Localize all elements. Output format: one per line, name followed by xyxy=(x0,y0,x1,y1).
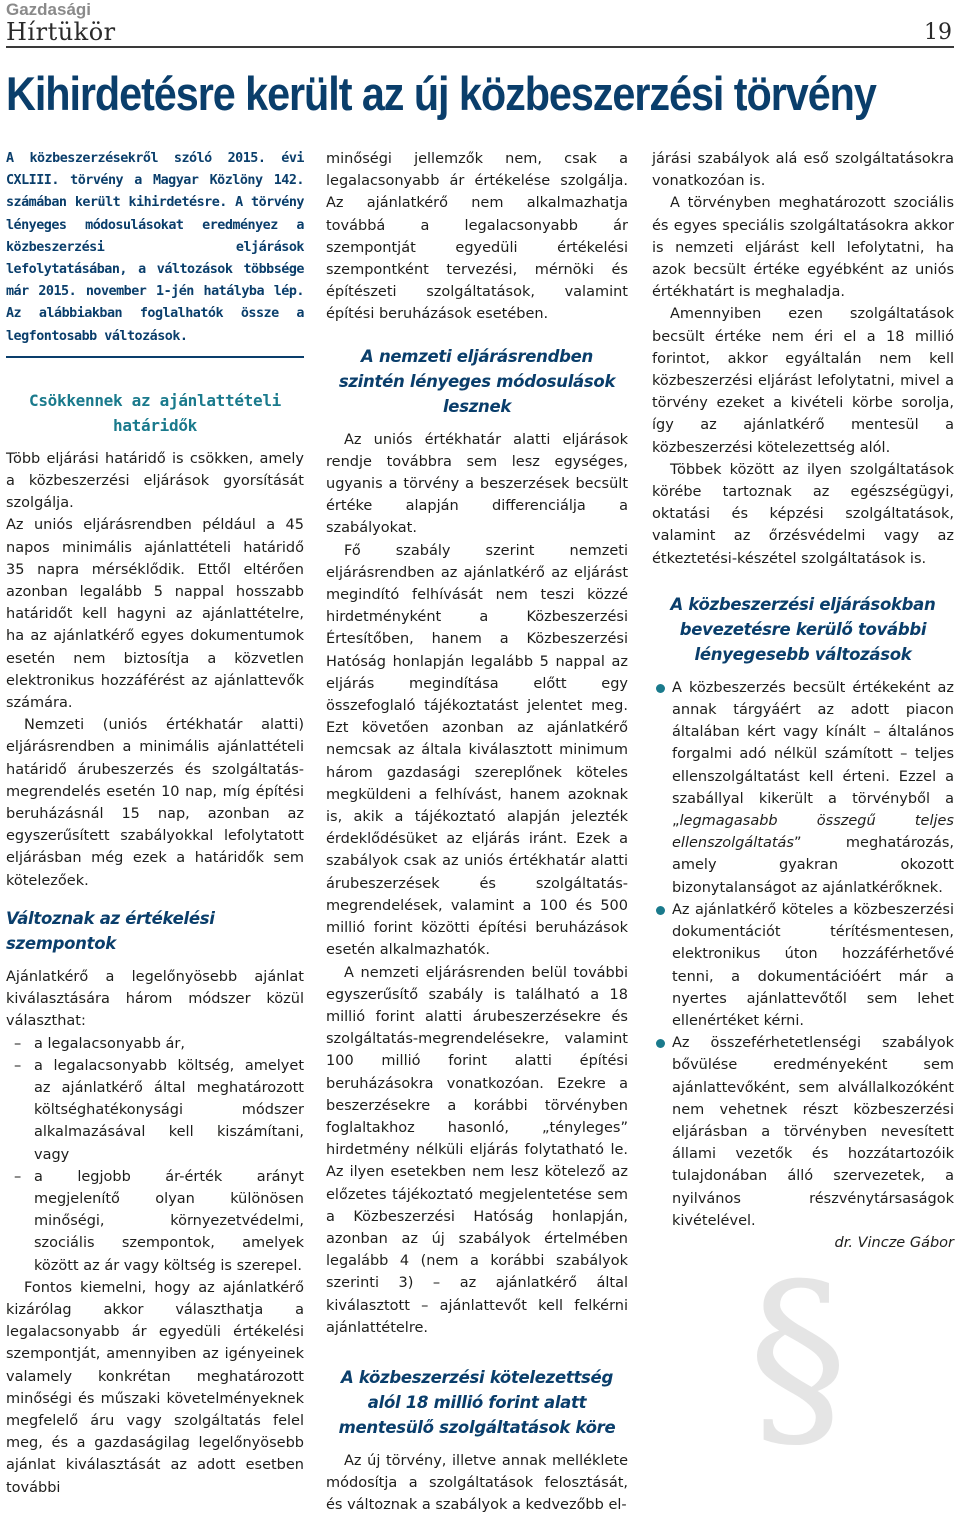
list-item: Az ajánlatkérő köteles a közbeszerzési dokumentációt térítésmentesen, elektronikus úton hozzáférhetővé tenni, a dokumentációért már a nyertes ajánlattevőtől sem lehet ellenértéket kérni. xyxy=(672,899,954,1032)
paragraph: Az uniós eljárásrendben például a 45 napos minimális ajánlattételi határidő 35 napra mérséklődik. Ettől eltérően azonban legalább 5 nappal hosszabb határidőt kell hagyni az ajánlattételre, ha az ajánlatkérő egyes dokumentumok esetén nem biztosítja a közvetlen elektronikus hozzáférést az ajánlattevők számára. xyxy=(6,517,304,712)
header-rule xyxy=(6,46,954,48)
paragraph: A nemzeti eljárásrenden belül további egyszerűsítő szabály is található a 18 millió forint alatti árubeszerzésekre és szolgáltatás-megrendelésekre, valamint 100 millió forint alatti építési beruházásokra vonatkozóan. Ezekre a beszerzésekre a korábbi törvényben foglaltakhoz hasonló, „tényleges” hirdetmény nélküli eljárás folytatható le. Az ilyen esetekben nem lesz kötelező az előzetes tájékoztató megjelentetése sem a Közbeszerzési Hatóság honlapján, azonban az új szabályok értelmében legalább 4 (nem a korábbi szabályok szerinti 3) – az ajánlatkérő által kiválasztott – ajánlattevőt kell felkérni ajánlattételre. xyxy=(326,964,628,1336)
paragraph: Ajánlatkérő a legelőnyösebb ajánlat kiválasztására három módszer közül választhat: xyxy=(6,968,304,1030)
list-item-text: A közbeszerzés becsült értékeként az annak tárgyáért az adott piacon általában kért vagy kínált – általános forgalmi adó nélkül számított – teljes ellenszolgáltatást kell érteni. Ezzel a szabállyal kikerült a törvényből a „ xyxy=(672,679,954,830)
list-item-text: ” meghatározás, amely gyakran okozott bizonytalanságot az ajánlatkérőknek. xyxy=(672,835,954,896)
list-item: – a legalacsonyabb ár, xyxy=(34,1033,304,1055)
page-number: 19 xyxy=(924,20,952,45)
subheading-national: A nemzeti eljárásrendben szintén lényeges módosulások lesznek xyxy=(338,346,616,416)
paragraph: Az uniós értékhatár alatti eljárások rendje továbbra sem lesz egységes, ugyanis a törvény a beszerzések becsült értéke alapján differenciálja a szabályokat. xyxy=(326,431,628,537)
column-2 xyxy=(326,148,628,1517)
section-sign-watermark: § xyxy=(748,1241,848,1474)
subheading-evaluation: Változnak az értékelési szempontok xyxy=(6,908,215,953)
dash-list xyxy=(6,1033,304,1277)
list-item-emphasis: legmagasabb összegű teljes ellenszolgáltatás xyxy=(672,813,954,852)
bullet-list xyxy=(652,677,954,1232)
lead-rule xyxy=(6,356,304,358)
paragraph: Többek között az ilyen szolgáltatások körébe tartoznak az egészségügyi, oktatási és képzési szolgáltatások, valamint az őrzésvédelmi vagy az étkeztetési-készétel szolgáltatások is. xyxy=(652,461,954,567)
list-item xyxy=(672,677,954,899)
paragraph: Több eljárási határidő is csökken, amely a közbeszerzési eljárások gyorsítását szolgálja. xyxy=(6,450,304,512)
list-item: Az összeférhetetlenségi szabályok bővülése eredményeként sem ajánlattevőként, sem alvállalkozóként nem vehetnek részt közbeszerzési eljárásban a törvényben nevesített állami vezetők és hozzátartozóik tulajdonában álló szervezetek, a nyilvános részvénytársaságok kivételével. xyxy=(672,1032,954,1232)
column-1 xyxy=(6,148,304,1499)
paragraph: Fő szabály szerint nemzeti eljárásrendben az ajánlatkérő az eljárást megindító felhívását nem teszi közzé hirdetményként a Közbeszerzési Értesítőben, hanem a Közbeszerzési Hatóság honlapján legalább 5 nappal az eljárás megindítása előtt egy összefoglaló tájékoztatást jelentet meg. Ezt követően azonban az ajánlatkérő nemcsak az általa kiválasztott minimum három gazdasági szereplőnek köteles megküldeni a felhívást, hanem azoknak is, akik a tájékoztató alapján jelezték érdeklődésüket az eljárás iránt. Ezek a szabályok csak az uniós értékhatár alatti árubeszerzések és szolgáltatás-megrendelések, valamint a 100 és 500 millió forint közötti építési beruházások esetén alkalmazhatók. xyxy=(326,542,628,959)
paragraph: Amennyiben ezen szolgáltatások becsült értéke nem éri el a 18 millió forintot, akkor egyáltalán nem kell közbeszerzési eljárást lefolytatni, mivel a törvény ezeket a kivételi körbe sorolja, így az ajánlatkérő mentesül a közbeszerzési kötelezettség alól. xyxy=(652,306,954,456)
paragraph: A törvényben meghatározott szociális és egyes speciális szolgáltatásokra akkor is nemzeti eljárást kell lefolytatni, ha azok becsült értéke egyébként az uniós értékhatárt is meghaladja. xyxy=(652,195,954,301)
subheading-further-changes: A közbeszerzési eljárásokban bevezetésre kerülő további lényegesebb változások xyxy=(670,594,936,664)
author-signature: dr. Vincze Gábor xyxy=(834,1234,954,1251)
list-item: – a legalacsonyabb költség, amelyet az ajánlatkérő által meghatározott költséghatékonysági módszer alkalmazásával kell kiszámítani, vagy xyxy=(34,1055,304,1166)
page-header xyxy=(6,0,954,48)
column-3 xyxy=(652,148,954,1254)
lead-paragraph: A közbeszerzésekről szóló 2015. évi CXLIII. törvény a Magyar Közlöny 142. számában került kihirdetésre. A törvény lényeges módosulásokat eredményez a közbeszerzési eljárások lefolytatásában, a változások többsége már 2015. november 1-jén hatályba lép. Az alábbiakban foglalhatók össze a legfontosabb változások. xyxy=(6,151,304,344)
brand-top: Gazdasági xyxy=(6,0,92,19)
paragraph: Nemzeti (uniós értékhatár alatti) eljárásrendben a minimális ajánlattételi határidő árubeszerzés és szolgáltatás-megrendelés esetén 10 nap, míg építési beruházásnál 15 nap, azonban az egyszerűsített szabályokkal lefolytatott eljárásban még ezek a határidők sem kötelezőek. xyxy=(6,717,304,889)
paragraph: Fontos kiemelni, hogy az ajánlatkérő kizárólag akkor választhatja a legalacsonyabb ár egyedüli értékelési szempontját, amennyiben az igényeinek valamely konkrétan meghatározott minőségi és műszaki követelményeknek megfelelő áru vagy szolgáltatás felel meg, és a gazdaságilag legelőnyösebb ajánlat kiválasztását az adott esetben további xyxy=(6,1279,304,1496)
brand-main: Hírtükör xyxy=(6,18,116,46)
article-headline: Kihirdetésre került az új közbeszerzési törvény xyxy=(6,67,876,120)
subheading-exemption: A közbeszerzési kötelezettség alól 18 millió forint alatt mentesülő szolgáltatások köre xyxy=(338,1367,616,1437)
paragraph: Az új törvény, illetve annak melléklete módosítja a szolgáltatások felosztását, és változnak a szabályok a kedvezőbb el- xyxy=(326,1452,628,1514)
paragraph: járási szabályok alá eső szolgáltatásokra vonatkozóan is. xyxy=(652,151,954,190)
list-item: – a legjobb ár-érték arányt megjelenítő olyan különösen minőségi, környezetvédelmi, szociális szempontok, amelyek között az ár vagy költség is szerepel. xyxy=(34,1166,304,1277)
paragraph: minőségi jellemzők nem, csak a legalacsonyabb ár értékelése szolgálja. Az ajánlatkérő nem alkalmazhatja továbbá a legalacsonyabb ár szempontját egyedüli értékelési szempontként tervezési, mérnöki és építészeti szolgáltatások, valamint építési beruházások esetében. xyxy=(326,151,628,323)
subheading-deadlines: Csökkennek az ajánlattételi határidők xyxy=(29,390,281,435)
